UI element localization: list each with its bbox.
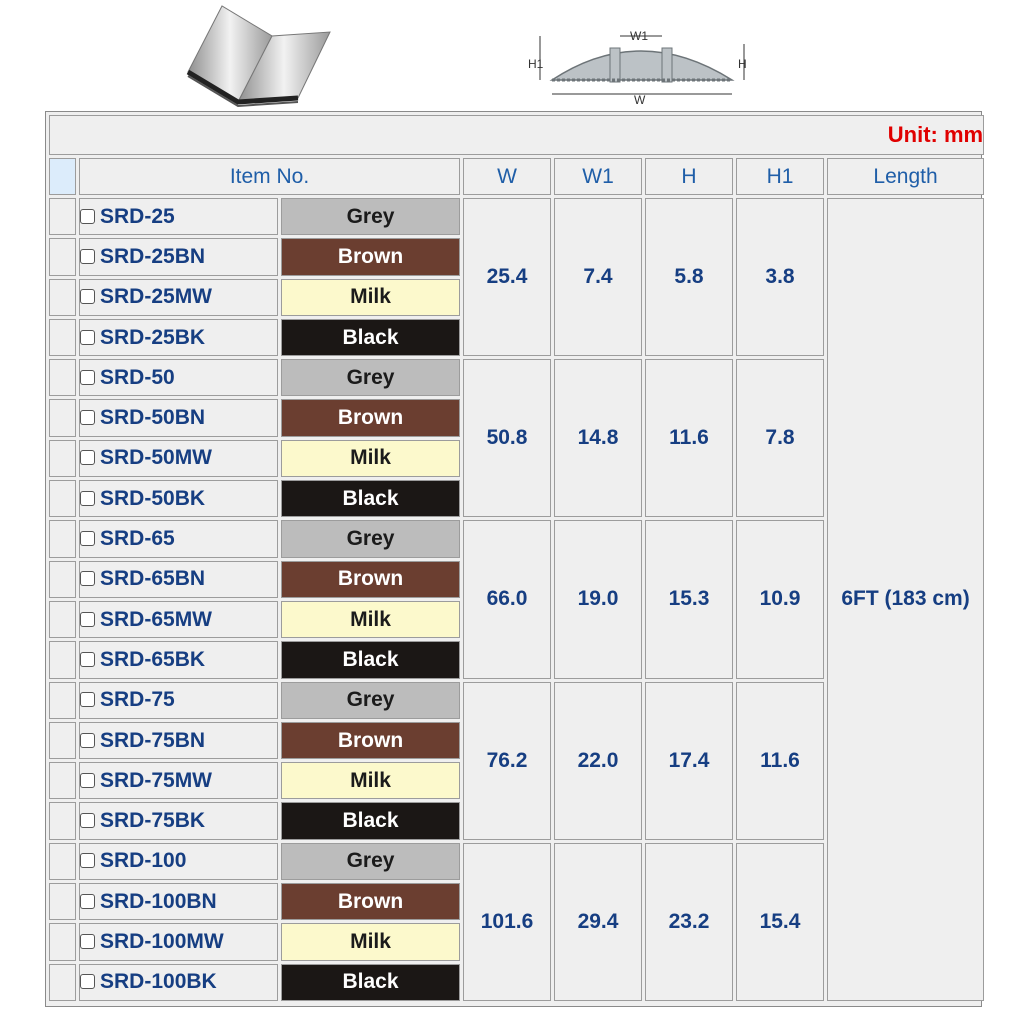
dim-h: 17.4 xyxy=(645,682,733,840)
item-checkbox[interactable] xyxy=(80,531,95,546)
row-spacer xyxy=(49,923,76,960)
header-h: H xyxy=(645,158,733,195)
row-spacer xyxy=(49,480,76,517)
row-spacer xyxy=(49,319,76,356)
dim-w1: 29.4 xyxy=(554,843,642,1001)
raceway-product-image xyxy=(180,2,340,110)
row-spacer xyxy=(49,198,76,235)
item-checkbox[interactable] xyxy=(80,652,95,667)
item-checkbox[interactable] xyxy=(80,813,95,828)
dim-w1: 22.0 xyxy=(554,682,642,840)
item-checkbox[interactable] xyxy=(80,370,95,385)
item-checkbox[interactable] xyxy=(80,249,95,264)
item-code: SRD-100BK xyxy=(100,970,217,994)
item-cell xyxy=(79,682,278,719)
color-swatch: Grey xyxy=(281,520,460,557)
row-spacer xyxy=(49,561,76,598)
item-code: SRD-25MW xyxy=(100,285,213,309)
color-swatch: Brown xyxy=(281,399,460,436)
item-checkbox[interactable] xyxy=(80,934,95,949)
unit-label: Unit: mm xyxy=(49,115,984,155)
item-code: SRD-50BK xyxy=(100,486,206,510)
row-spacer xyxy=(49,359,76,396)
row-spacer xyxy=(49,722,76,759)
item-cell xyxy=(79,399,278,436)
item-checkbox[interactable] xyxy=(80,733,95,748)
spec-table xyxy=(46,112,987,1004)
dim-h: 11.6 xyxy=(645,359,733,517)
row-spacer xyxy=(49,682,76,719)
item-code: SRD-100MW xyxy=(100,929,224,953)
color-swatch: Milk xyxy=(281,440,460,477)
item-code: SRD-50BN xyxy=(100,406,206,430)
item-checkbox[interactable] xyxy=(80,450,95,465)
item-checkbox[interactable] xyxy=(80,209,95,224)
item-cell xyxy=(79,883,278,920)
item-cell xyxy=(79,198,278,235)
item-code: SRD-100BN xyxy=(100,889,217,913)
item-code: SRD-65BK xyxy=(100,647,206,671)
diagram-label-h1: H1 xyxy=(528,57,544,71)
item-cell xyxy=(79,964,278,1001)
dim-h1: 3.8 xyxy=(736,198,824,356)
spec-table-container xyxy=(45,111,982,1007)
color-swatch: Black xyxy=(281,641,460,678)
item-checkbox[interactable] xyxy=(80,491,95,506)
dim-w: 101.6 xyxy=(463,843,551,1001)
item-cell xyxy=(79,561,278,598)
item-code: SRD-25 xyxy=(100,204,175,228)
item-cell xyxy=(79,520,278,557)
dim-w: 25.4 xyxy=(463,198,551,356)
item-cell xyxy=(79,722,278,759)
item-cell xyxy=(79,319,278,356)
color-swatch: Black xyxy=(281,480,460,517)
dim-w: 50.8 xyxy=(463,359,551,517)
color-swatch: Grey xyxy=(281,198,460,235)
color-swatch: Milk xyxy=(281,923,460,960)
item-code: SRD-50MW xyxy=(100,446,213,470)
item-code: SRD-75 xyxy=(100,688,175,712)
item-cell xyxy=(79,923,278,960)
color-swatch: Brown xyxy=(281,238,460,275)
table-row xyxy=(49,198,984,235)
color-swatch: Grey xyxy=(281,843,460,880)
dim-h: 23.2 xyxy=(645,843,733,1001)
color-swatch: Milk xyxy=(281,279,460,316)
dim-h1: 7.8 xyxy=(736,359,824,517)
item-checkbox[interactable] xyxy=(80,410,95,425)
item-checkbox[interactable] xyxy=(80,289,95,304)
row-spacer xyxy=(49,520,76,557)
color-swatch: Black xyxy=(281,319,460,356)
header-length: Length xyxy=(827,158,984,195)
item-cell xyxy=(79,762,278,799)
item-cell xyxy=(79,359,278,396)
color-swatch: Brown xyxy=(281,883,460,920)
row-spacer xyxy=(49,601,76,638)
item-cell xyxy=(79,238,278,275)
row-spacer xyxy=(49,843,76,880)
length-value: 6FT (183 cm) xyxy=(827,198,984,1001)
item-code: SRD-25BK xyxy=(100,325,206,349)
dim-h1: 15.4 xyxy=(736,843,824,1001)
diagram-label-w1: W1 xyxy=(630,29,648,43)
item-code: SRD-65BN xyxy=(100,567,206,591)
item-checkbox[interactable] xyxy=(80,773,95,788)
item-checkbox[interactable] xyxy=(80,612,95,627)
diagram-label-w: W xyxy=(634,93,646,106)
row-spacer xyxy=(49,238,76,275)
item-checkbox[interactable] xyxy=(80,692,95,707)
illustration-area xyxy=(0,0,1024,110)
dim-h1: 11.6 xyxy=(736,682,824,840)
color-swatch: Black xyxy=(281,802,460,839)
row-spacer xyxy=(49,279,76,316)
color-swatch: Milk xyxy=(281,762,460,799)
color-swatch: Brown xyxy=(281,722,460,759)
item-cell xyxy=(79,802,278,839)
item-checkbox[interactable] xyxy=(80,330,95,345)
dim-w1: 7.4 xyxy=(554,198,642,356)
dim-w1: 19.0 xyxy=(554,520,642,678)
row-spacer xyxy=(49,762,76,799)
dim-w1: 14.8 xyxy=(554,359,642,517)
item-checkbox[interactable] xyxy=(80,894,95,909)
header-h1: H1 xyxy=(736,158,824,195)
color-swatch: Black xyxy=(281,964,460,1001)
header-spacer xyxy=(49,158,76,195)
item-code: SRD-75BN xyxy=(100,728,206,752)
header-w1: W1 xyxy=(554,158,642,195)
dim-w: 76.2 xyxy=(463,682,551,840)
header-item-no: Item No. xyxy=(79,158,460,195)
color-swatch: Milk xyxy=(281,601,460,638)
item-checkbox[interactable] xyxy=(80,571,95,586)
item-code: SRD-100 xyxy=(100,849,187,873)
item-cell xyxy=(79,641,278,678)
item-code: SRD-25BN xyxy=(100,244,206,268)
item-code: SRD-75BK xyxy=(100,809,206,833)
color-swatch: Grey xyxy=(281,682,460,719)
row-spacer xyxy=(49,641,76,678)
item-code: SRD-75MW xyxy=(100,768,213,792)
item-cell xyxy=(79,843,278,880)
cross-section-diagram xyxy=(522,22,758,106)
row-spacer xyxy=(49,964,76,1001)
item-code: SRD-65MW xyxy=(100,607,213,631)
dim-h1: 10.9 xyxy=(736,520,824,678)
item-checkbox[interactable] xyxy=(80,974,95,989)
item-cell xyxy=(79,279,278,316)
color-swatch: Grey xyxy=(281,359,460,396)
item-cell xyxy=(79,440,278,477)
header-w: W xyxy=(463,158,551,195)
color-swatch: Brown xyxy=(281,561,460,598)
row-spacer xyxy=(49,802,76,839)
dim-h: 15.3 xyxy=(645,520,733,678)
dim-w: 66.0 xyxy=(463,520,551,678)
row-spacer xyxy=(49,399,76,436)
item-code: SRD-50 xyxy=(100,365,175,389)
diagram-label-h: H xyxy=(738,57,747,71)
item-checkbox[interactable] xyxy=(80,853,95,868)
item-cell xyxy=(79,480,278,517)
row-spacer xyxy=(49,883,76,920)
item-code: SRD-65 xyxy=(100,527,175,551)
dim-h: 5.8 xyxy=(645,198,733,356)
row-spacer xyxy=(49,440,76,477)
item-cell xyxy=(79,601,278,638)
